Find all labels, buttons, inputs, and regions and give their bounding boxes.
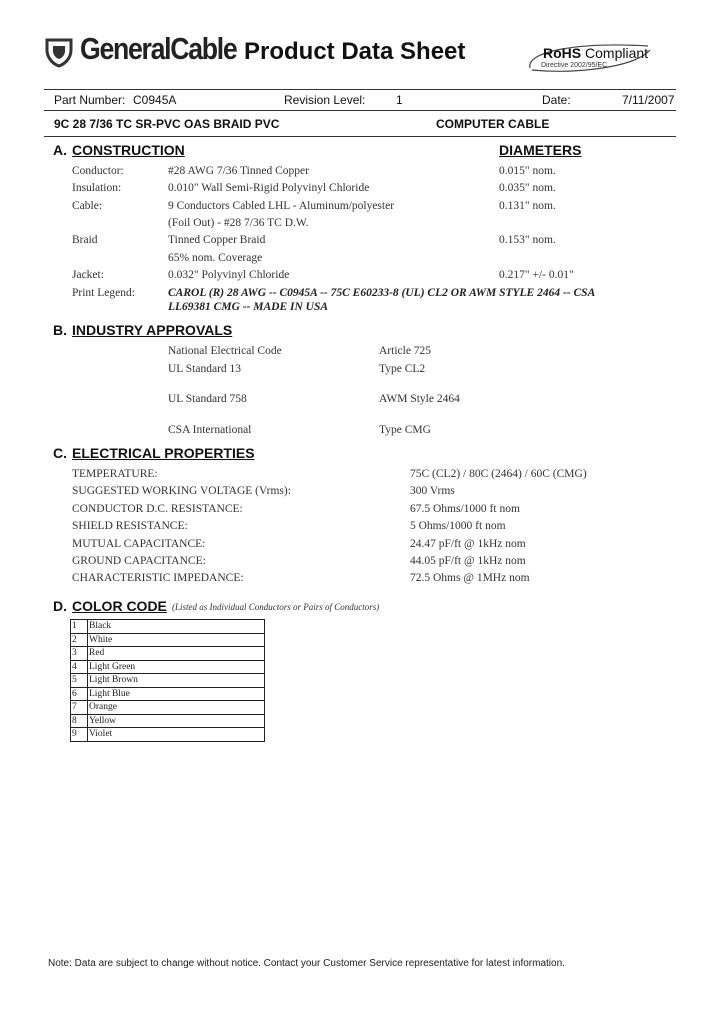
divider <box>44 110 676 111</box>
rohs-compliant-badge <box>543 45 648 61</box>
electrical-value: 75C (CL2) / 80C (2464) / 60C (CMG) <box>410 468 587 480</box>
section-letter: A. <box>53 142 67 158</box>
construction-heading: CONSTRUCTION <box>72 142 185 158</box>
approval-value: Type CL2 <box>379 363 426 375</box>
conductor-number: 6 <box>71 687 88 701</box>
conductor-color: White <box>88 633 265 647</box>
conductor-number: 8 <box>71 714 88 728</box>
electrical-heading: ELECTRICAL PROPERTIES <box>72 445 255 461</box>
section-letter: C. <box>53 445 67 461</box>
construction-value: 0.010" Wall Semi-Rigid Polyvinyl Chloride <box>168 182 370 194</box>
table-row <box>71 728 265 742</box>
diameter-value: 0.035" nom. <box>499 182 556 194</box>
electrical-label: GROUND CAPACITANCE: <box>72 555 206 567</box>
footer-note: Note: Data are subject to change without notice. Contact your Customer Service representative for latest information. <box>48 958 565 969</box>
table-row <box>71 633 265 647</box>
construction-label: Insulation: <box>72 182 122 194</box>
construction-value: Tinned Copper Braid <box>168 234 266 246</box>
print-legend-line: LL69381 CMG -- MADE IN USA <box>168 301 329 313</box>
approval-name: National Electrical Code <box>168 345 282 357</box>
construction-value: (Foil Out) - #28 7/36 TC D.W. <box>168 217 309 229</box>
conductor-color: Light Brown <box>88 674 265 688</box>
diameter-value: 0.015" nom. <box>499 165 556 177</box>
approval-name: CSA International <box>168 424 252 436</box>
part-number-label: Part Number: <box>54 93 126 107</box>
conductor-color: Black <box>88 620 265 634</box>
part-number-value: C0945A <box>133 93 177 107</box>
conductor-color: Orange <box>88 701 265 715</box>
cable-description: 9C 28 7/36 TC SR-PVC OAS BRAID PVC <box>54 117 280 131</box>
conductor-color: Yellow <box>88 714 265 728</box>
color-code-note: (Listed as Individual Conductors or Pairs of Conductors) <box>172 602 380 612</box>
rohs-rest: Compliant <box>581 45 649 61</box>
diameter-value: 0.153" nom. <box>499 234 556 246</box>
approvals-heading: INDUSTRY APPROVALS <box>72 322 233 338</box>
electrical-value: 72.5 Ohms @ 1MHz nom <box>410 572 530 584</box>
electrical-label: SUGGESTED WORKING VOLTAGE (Vrms): <box>72 485 291 497</box>
table-row <box>71 687 265 701</box>
conductor-number: 9 <box>71 728 88 742</box>
approval-value: Article 725 <box>379 345 432 357</box>
print-legend-line: CAROL (R) 28 AWG -- C0945A -- 75C E60233-8 (UL) CL2 OR AWM STYLE 2464 -- CSA <box>168 287 596 299</box>
brand-name: GeneralCable <box>80 31 237 66</box>
electrical-label: SHIELD RESISTANCE: <box>72 520 188 532</box>
table-row <box>71 647 265 661</box>
conductor-number: 2 <box>71 633 88 647</box>
electrical-label: MUTUAL CAPACITANCE: <box>72 538 206 550</box>
conductor-color: Violet <box>88 728 265 742</box>
date-label: Date: <box>542 93 571 107</box>
approval-value: AWM Style 2464 <box>379 393 460 405</box>
electrical-value: 44.05 pF/ft @ 1kHz nom <box>410 555 526 567</box>
electrical-value: 5 Ohms/1000 ft nom <box>410 520 506 532</box>
divider <box>44 136 676 137</box>
table-row <box>71 701 265 715</box>
electrical-label: CONDUCTOR D.C. RESISTANCE: <box>72 503 243 515</box>
construction-label: Conductor: <box>72 165 124 177</box>
electrical-label: CHARACTERISTIC IMPEDANCE: <box>72 572 244 584</box>
general-cable-logo-icon <box>44 36 74 68</box>
divider <box>44 89 676 90</box>
color-code-table <box>70 619 265 742</box>
approval-value: Type CMG <box>379 424 431 436</box>
conductor-number: 1 <box>71 620 88 634</box>
conductor-color: Light Blue <box>88 687 265 701</box>
conductor-number: 7 <box>71 701 88 715</box>
conductor-number: 3 <box>71 647 88 661</box>
construction-label: Jacket: <box>72 269 104 281</box>
conductor-number: 4 <box>71 660 88 674</box>
section-letter: D. <box>53 598 67 614</box>
cable-category: COMPUTER CABLE <box>436 117 550 131</box>
approval-name: UL Standard 758 <box>168 393 247 405</box>
conductor-number: 5 <box>71 674 88 688</box>
table-row <box>71 674 265 688</box>
section-letter: B. <box>53 322 67 338</box>
electrical-value: 24.47 pF/ft @ 1kHz nom <box>410 538 526 550</box>
date-value: 7/11/2007 <box>622 93 675 107</box>
approval-name: UL Standard 13 <box>168 363 242 375</box>
electrical-label: TEMPERATURE: <box>72 468 158 480</box>
table-row <box>71 714 265 728</box>
diameter-value: 0.131" nom. <box>499 200 556 212</box>
print-legend-label: Print Legend: <box>72 287 135 299</box>
construction-label: Cable: <box>72 200 103 212</box>
construction-value: 9 Conductors Cabled LHL - Aluminum/polyester <box>168 200 395 212</box>
revision-value: 1 <box>396 93 403 107</box>
revision-label: Revision Level: <box>284 93 366 107</box>
table-row <box>71 620 265 634</box>
construction-label: Braid <box>72 234 98 246</box>
construction-value: 65% nom. Coverage <box>168 252 263 264</box>
table-row <box>71 660 265 674</box>
rohs-bold: RoHS <box>543 45 582 61</box>
color-code-heading: COLOR CODE <box>72 598 167 614</box>
construction-value: #28 AWG 7/36 Tinned Copper <box>168 165 309 177</box>
electrical-value: 300 Vrms <box>410 485 455 497</box>
construction-value: 0.032" Polyvinyl Chloride <box>168 269 290 281</box>
document-title: Product Data Sheet <box>244 38 466 65</box>
diameters-heading: DIAMETERS <box>499 142 582 158</box>
diameter-value: 0.217" +/- 0.01" <box>499 269 574 281</box>
rohs-directive: Directive 2002/95/EC <box>541 62 608 69</box>
conductor-color: Red <box>88 647 265 661</box>
electrical-value: 67.5 Ohms/1000 ft nom <box>410 503 520 515</box>
conductor-color: Light Green <box>88 660 265 674</box>
